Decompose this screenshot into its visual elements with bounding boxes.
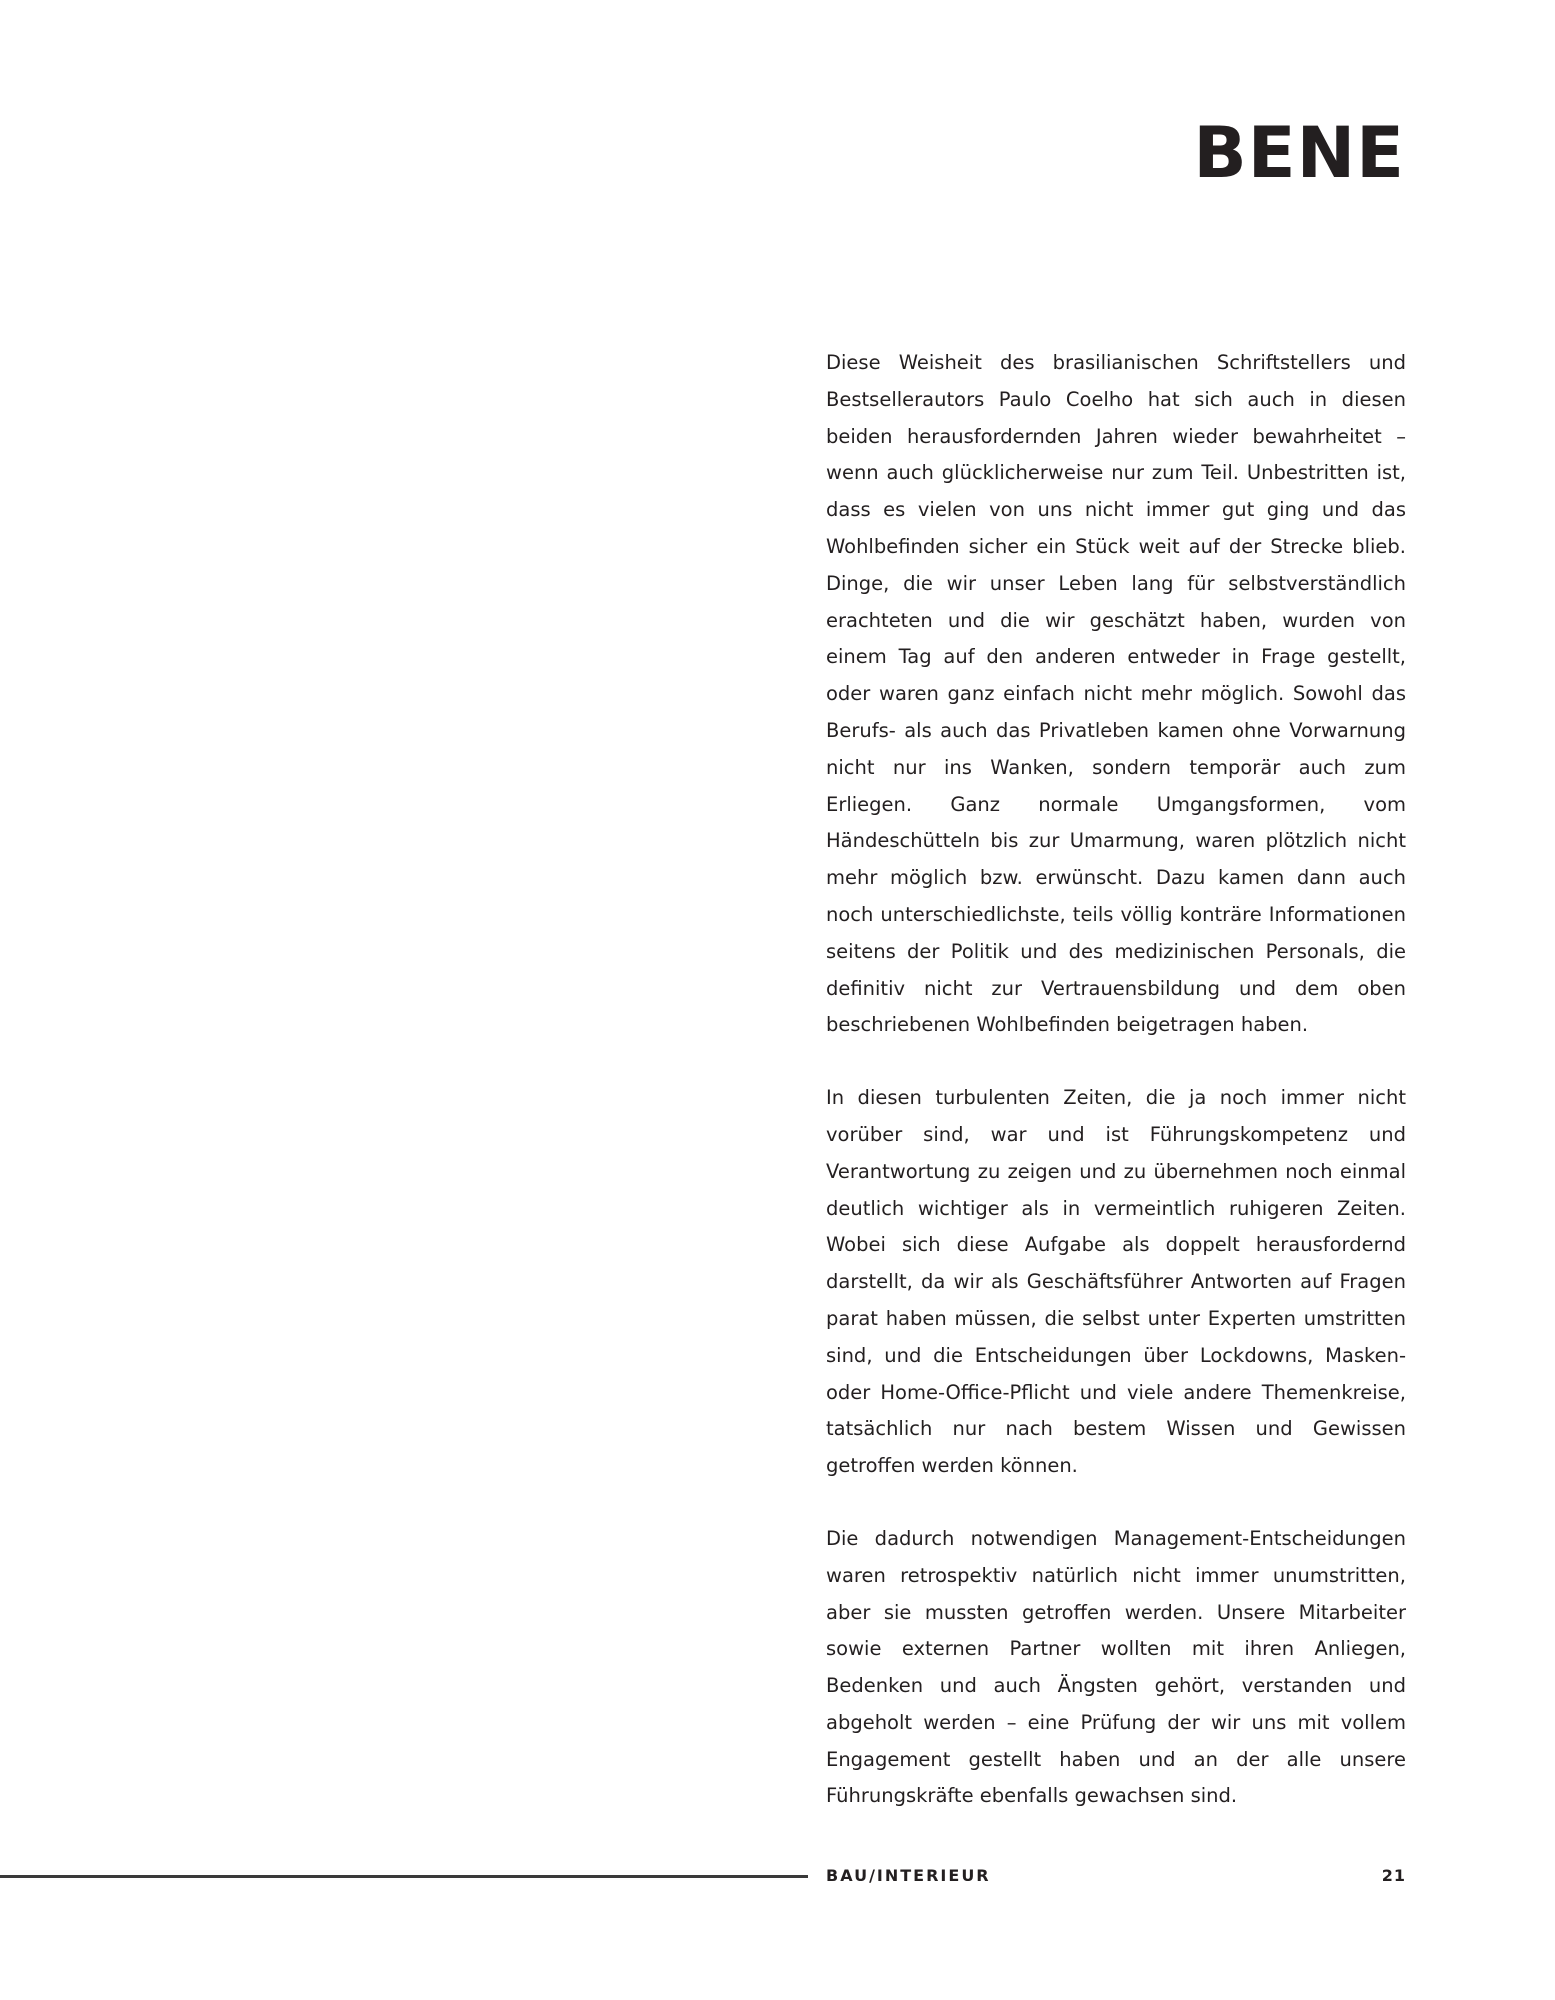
page-number: 21 — [1381, 1866, 1406, 1885]
article-body — [826, 345, 1406, 1851]
footer-section-label: BAU/INTERIEUR — [826, 1866, 991, 1885]
brand-logo: BENE — [1193, 112, 1405, 194]
article-paragraph-3: Die dadurch notwendigen Management-Entscheidungen waren retrospektiv natürlich nicht immer unumstritten, aber sie mussten getroffen werden. Unsere Mitarbeiter sowie externen Partner wollten mit ihren Anliegen, Bedenken und auch Ängsten gehört, verstanden und abgeholt werden – eine Prüfung der wir uns mit vollem Engagement gestellt haben und an der alle unsere Führungskräfte ebenfalls gewachsen sind. — [826, 1526, 1406, 1808]
article-paragraph-1: Diese Weisheit des brasilianischen Schriftstellers und Bestsellerautors Paulo Coelho hat sich auch in diesen beiden herausfordernden Jahren wieder bewahrheitet – wenn auch glücklicherweise nur zum Teil. Unbestritten ist, dass es vielen von uns nicht immer gut ging und das Wohlbefinden sicher ein Stück weit auf der Strecke blieb. Dinge, die wir unser Leben lang für selbstverständlich erachteten und die wir geschätzt haben, wurden von einem Tag auf den anderen entweder in Frage gestellt, oder waren ganz einfach nicht mehr möglich. Sowohl das Berufs- als auch das Privatleben kamen ohne Vorwarnung nicht nur ins Wanken, sondern temporär auch zum Erliegen. Ganz normale Umgangsformen, vom Händeschütteln bis zur Umarmung, waren plötzlich nicht mehr möglich bzw. erwünscht. Dazu kamen dann auch noch unterschiedlichste, teils völlig konträre Informationen seitens der Politik und des medizinischen Personals, die definitiv nicht zur Vertrauensbildung und dem oben beschriebenen Wohlbefinden beigetragen haben. — [826, 351, 1406, 1037]
footer-divider — [0, 1875, 808, 1878]
article-paragraph-2: In diesen turbulenten Zeiten, die ja noch immer nicht vorüber sind, war und ist Führungskompetenz und Verantwortung zu zeigen und zu übernehmen noch einmal deutlich wichtiger als in vermeintlich ruhigeren Zeiten. Wobei sich diese Aufgabe als doppelt herausfordernd darstellt, da wir als Geschäftsführer Antworten auf Fragen parat haben müssen, die selbst unter Experten umstritten sind, und die Entscheidungen über Lockdowns, Masken- oder Home-Office-Pflicht und viele andere Themenkreise, tatsächlich nur nach bestem Wissen und Gewissen getroffen werden können. — [826, 1086, 1406, 1478]
